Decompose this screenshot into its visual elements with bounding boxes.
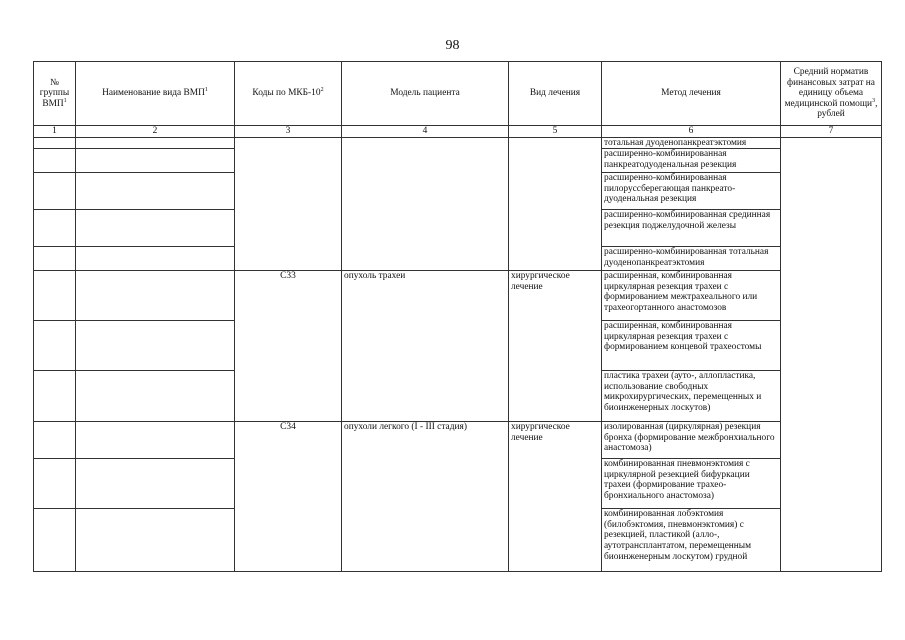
name-cell bbox=[76, 137, 235, 149]
column-number: 4 bbox=[342, 126, 509, 138]
group-cell bbox=[34, 149, 76, 173]
table-row bbox=[34, 137, 882, 149]
method-cell: расширенно-комбинированная пилоруссберегающая панкреато-дуоденальная резекция bbox=[602, 173, 781, 210]
group-cell bbox=[34, 509, 76, 572]
method-cell: расширенная, комбинированная циркулярная резекция трахеи с формированием концевой трахеостомы bbox=[602, 321, 781, 371]
name-cell bbox=[76, 371, 235, 422]
method-cell: комбинированная пневмонэктомия с циркулярной резекцией бифуркации трахеи (формирование трахео-бронхиального анастомоза) bbox=[602, 459, 781, 509]
header-vmp-name bbox=[76, 62, 235, 126]
name-cell bbox=[76, 321, 235, 371]
table-row bbox=[34, 271, 882, 321]
header-norm-sup: 3 bbox=[872, 97, 876, 104]
group-cell bbox=[34, 247, 76, 271]
header-group-vmp: ВМП bbox=[42, 98, 64, 109]
group-cell bbox=[34, 422, 76, 459]
vmp-table bbox=[33, 61, 882, 572]
column-number: 7 bbox=[781, 126, 882, 138]
group-cell bbox=[34, 137, 76, 149]
header-group-num: № bbox=[50, 77, 59, 88]
header-group-word: группы bbox=[39, 88, 70, 99]
group-cell bbox=[34, 459, 76, 509]
group-cell bbox=[34, 321, 76, 371]
norm-cell bbox=[781, 137, 882, 572]
header-row bbox=[34, 62, 882, 126]
page-number: 98 bbox=[445, 38, 460, 53]
name-cell bbox=[76, 149, 235, 173]
method-cell: тотальная дуоденопанкреатэктомия bbox=[602, 137, 781, 149]
group-cell bbox=[34, 271, 76, 321]
name-cell bbox=[76, 247, 235, 271]
method-cell: изолированная (циркулярная) резекция бронха (формирование межбронхиального анастомоза) bbox=[602, 422, 781, 459]
group-cell bbox=[34, 371, 76, 422]
table-row bbox=[34, 422, 882, 459]
method-cell: расширенно-комбинированная панкреатодуоденальная резекция bbox=[602, 149, 781, 173]
model-cell: опухоль трахеи bbox=[342, 271, 509, 422]
header-norm-unit: , рублей bbox=[817, 98, 878, 120]
header-name-sup: 1 bbox=[204, 87, 208, 94]
column-number: 1 bbox=[34, 126, 76, 138]
header-cost-norm bbox=[781, 62, 882, 126]
model-cell: опухоли легкого (I - III стадия) bbox=[342, 422, 509, 572]
method-cell: расширенная, комбинированная циркулярная резекция трахеи с формированием межтрахеального или трахеогортанного анастомозов bbox=[602, 271, 781, 321]
header-icd-codes bbox=[235, 62, 342, 126]
header-group-sup: 1 bbox=[63, 97, 67, 104]
method-cell: расширенно-комбинированная тотальная дуоденопанкреатэктомия bbox=[602, 247, 781, 271]
header-norm-text: Средний норматив финансовых затрат на единицу объема медицинской помощи bbox=[784, 67, 875, 109]
treatment-cell: хирургическое лечение bbox=[509, 422, 602, 572]
header-group-number bbox=[34, 62, 76, 126]
method-cell: комбинированная лобэктомия (билобэктомия, пневмонэктомия) с резекцией, пластикой (алло-, аутотрансплантатом, перемещенным биоинженерным лоскутом) грудной bbox=[602, 509, 781, 572]
treatment-cell: хирургическое лечение bbox=[509, 271, 602, 422]
header-name-text: Наименование вида ВМП bbox=[102, 88, 205, 99]
code-cell: C33 bbox=[235, 271, 342, 422]
method-cell: расширенно-комбинированная срединная резекция поджелудочной железы bbox=[602, 210, 781, 247]
code-cell bbox=[235, 137, 342, 271]
header-patient-model: Модель пациента bbox=[342, 62, 509, 126]
name-cell bbox=[76, 459, 235, 509]
column-number: 3 bbox=[235, 126, 342, 138]
method-cell: пластика трахеи (ауто-, аллопластика, использование свободных микрохирургических, перемещенных и биоинженерных лоскутов) bbox=[602, 371, 781, 422]
name-cell bbox=[76, 210, 235, 247]
header-codes-text: Коды по МКБ-10 bbox=[252, 88, 321, 99]
column-number: 6 bbox=[602, 126, 781, 138]
name-cell bbox=[76, 422, 235, 459]
header-treatment-method: Метод лечения bbox=[602, 62, 781, 126]
treatment-cell bbox=[509, 137, 602, 271]
code-cell: C34 bbox=[235, 422, 342, 572]
column-number: 5 bbox=[509, 126, 602, 138]
group-cell bbox=[34, 210, 76, 247]
name-cell bbox=[76, 173, 235, 210]
header-treatment-type: Вид лечения bbox=[509, 62, 602, 126]
column-number: 2 bbox=[76, 126, 235, 138]
model-cell bbox=[342, 137, 509, 271]
group-cell bbox=[34, 173, 76, 210]
name-cell bbox=[76, 271, 235, 321]
header-codes-sup: 2 bbox=[320, 87, 324, 94]
name-cell bbox=[76, 509, 235, 572]
column-number-row bbox=[34, 126, 882, 138]
